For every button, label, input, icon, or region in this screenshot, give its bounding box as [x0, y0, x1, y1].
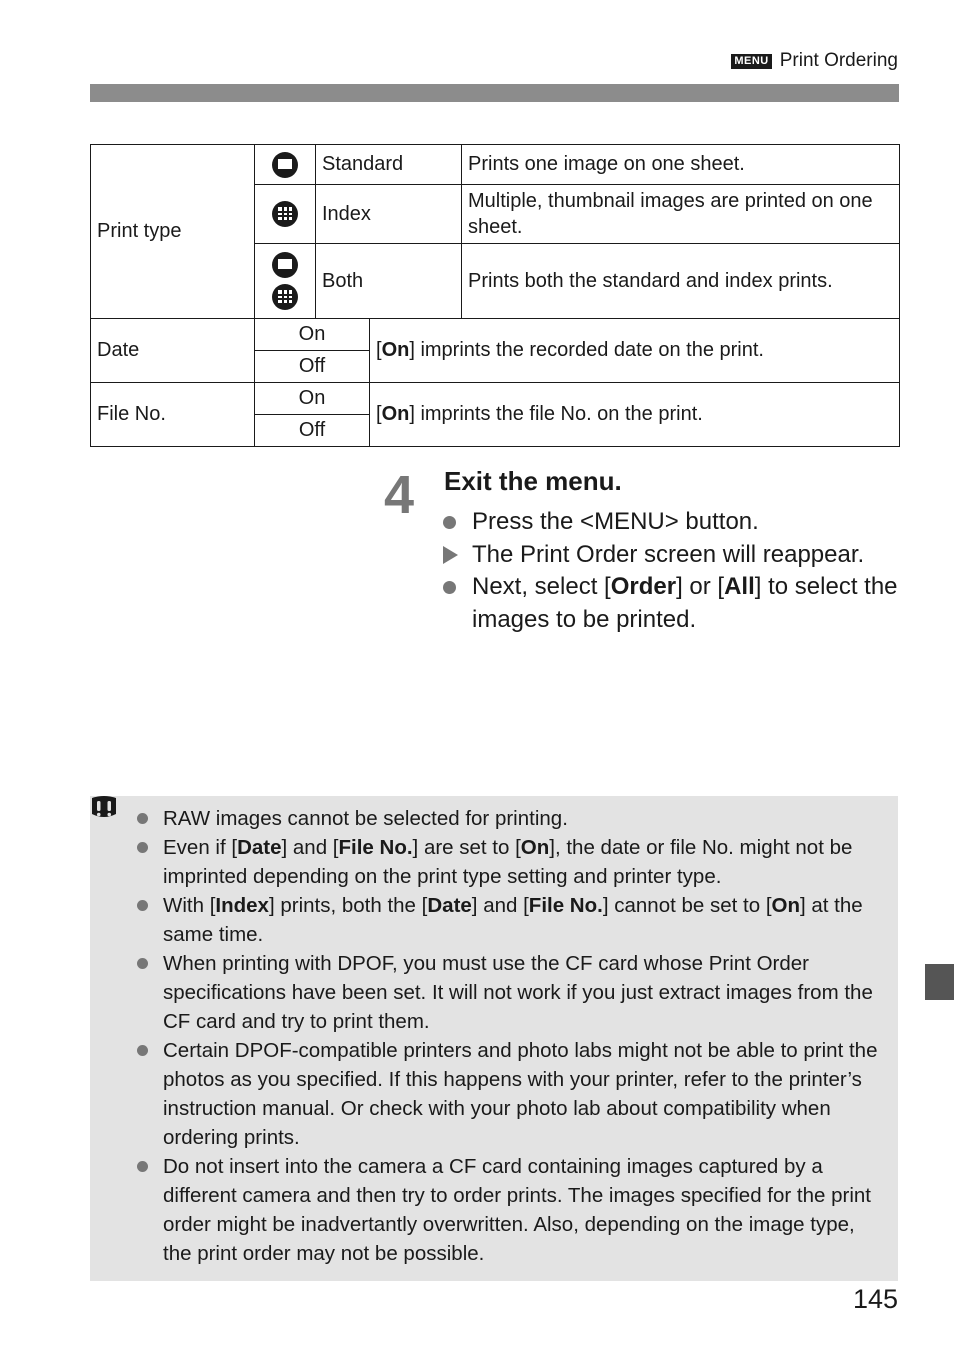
menu-button-glyph: MENU — [594, 508, 665, 535]
bullet-icon — [137, 900, 148, 911]
bullet-icon — [137, 1161, 148, 1172]
option-standard: Standard — [316, 145, 462, 185]
table-row — [91, 145, 900, 185]
list-item: With [Index] prints, both the [Date] and [File No.] cannot be set to [On] at the same time. — [136, 891, 880, 949]
page-number: 145 — [852, 1284, 898, 1314]
file-no-desc: [On] imprints the file No. on the print. — [370, 383, 900, 447]
bullet-icon — [137, 958, 148, 969]
caution-list — [136, 804, 880, 1268]
step-instructions — [440, 506, 900, 636]
option-both-desc: Prints both the standard and index prints. — [462, 244, 900, 319]
file-no-off: Off — [255, 415, 370, 447]
result-arrow-icon — [443, 546, 458, 564]
table-row — [91, 319, 900, 351]
list-item: Press the <MENU> button. — [440, 506, 900, 539]
index-print-icon — [272, 201, 298, 227]
list-item: RAW images cannot be selected for printing. — [136, 804, 880, 833]
table-row — [91, 383, 900, 415]
both-print-icon — [261, 248, 309, 314]
caution-box — [90, 796, 898, 1281]
list-item: Certain DPOF-compatible printers and photo labs might not be able to print the photos as you specified. If this happens with your printer, refer to the printer’s instruction manual. Or check with your photo lab about compatibility when ordering prints. — [136, 1036, 880, 1152]
bullet-icon — [137, 842, 148, 853]
bullet-icon — [443, 516, 456, 529]
running-header — [731, 50, 898, 72]
list-item: When printing with DPOF, you must use the CF card whose Print Order specifications have been set. It will not work if you just extract images from the CF card and try to print them. — [136, 949, 880, 1036]
option-standard-desc: Prints one image on one sheet. — [462, 145, 900, 185]
step-number: 4 — [384, 465, 415, 525]
section-title: Print Ordering — [779, 50, 898, 71]
standard-print-icon — [272, 152, 298, 178]
option-index-desc: Multiple, thumbnail images are printed on one sheet. — [462, 185, 900, 244]
list-item: Next, select [Order] or [All] to select the images to be printed. — [440, 571, 900, 636]
option-both: Both — [316, 244, 462, 319]
list-item: Even if [Date] and [File No.] are set to [On], the date or file No. might not be imprinted depending on the print type setting and printer type. — [136, 833, 880, 891]
date-label: Date — [91, 319, 255, 383]
file-no-label: File No. — [91, 383, 255, 447]
index-print-icon — [272, 284, 298, 310]
file-no-on: On — [255, 383, 370, 415]
date-off: Off — [255, 351, 370, 383]
step-title: Exit the menu. — [444, 466, 622, 496]
date-on: On — [255, 319, 370, 351]
list-item: Do not insert into the camera a CF card containing images captured by a different camera and then try to order prints. The images specified for the print order might be inadvertantly overwritten. Also, depending on the image type, the print order may not be possible. — [136, 1152, 880, 1268]
date-desc: [On] imprints the recorded date on the print. — [370, 319, 900, 383]
print-type-label: Print type — [91, 145, 255, 319]
header-rule — [90, 84, 899, 102]
bullet-icon — [137, 813, 148, 824]
print-settings-table — [90, 144, 900, 447]
chapter-tab — [925, 964, 954, 1000]
list-item: The Print Order screen will reappear. — [440, 539, 900, 572]
bullet-icon — [443, 581, 456, 594]
caution-icon — [90, 796, 118, 824]
bullet-icon — [137, 1045, 148, 1056]
menu-icon: MENU — [731, 54, 771, 69]
option-index: Index — [316, 185, 462, 244]
standard-print-icon — [272, 252, 298, 278]
